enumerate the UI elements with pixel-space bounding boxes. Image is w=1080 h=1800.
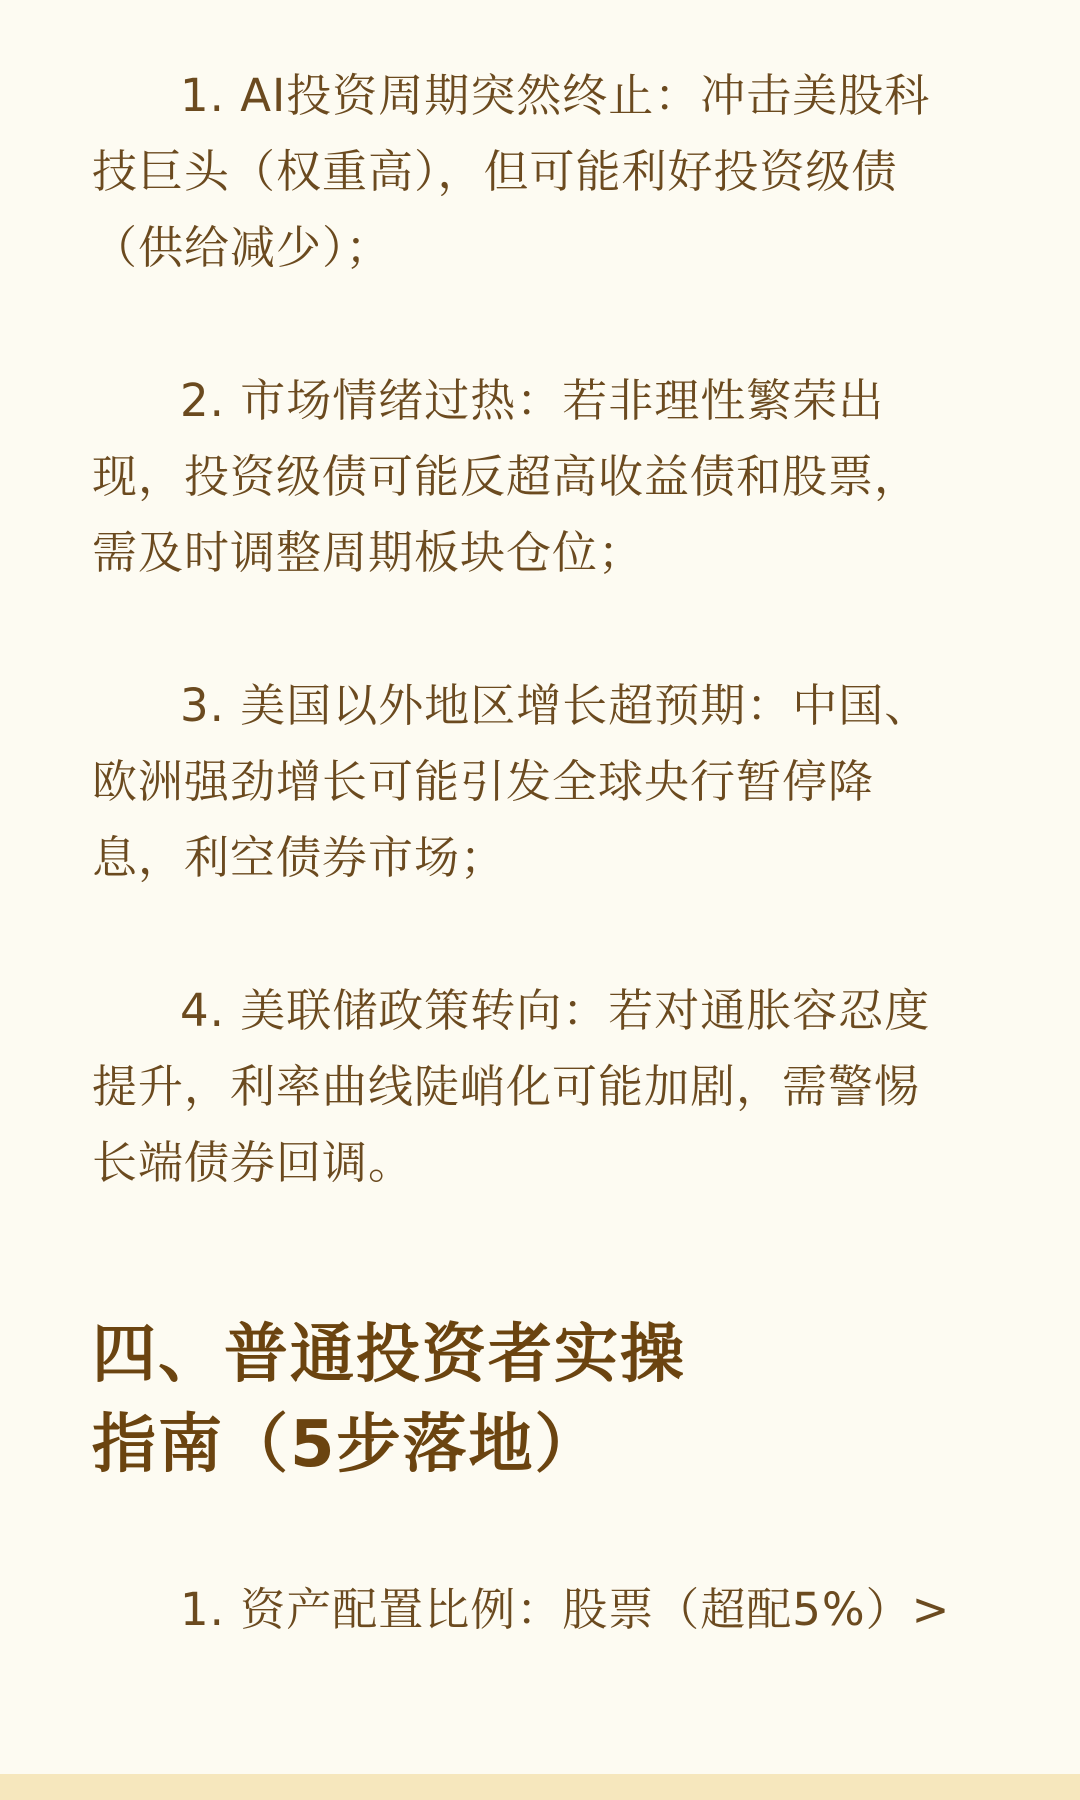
risk-item-line: 1. AI投资周期突然终止：冲击美股科 <box>180 69 931 122</box>
risk-item-ai-cycle <box>92 58 992 286</box>
risk-item-line: 提升，利率曲线陡峭化可能加剧，需警惕 <box>92 1060 921 1113</box>
risk-item-line: 需及时调整周期板块仓位； <box>92 526 645 579</box>
bottom-band <box>0 1774 1080 1800</box>
section-heading <box>92 1310 992 1490</box>
risk-item-line: 3. 美国以外地区增长超预期：中国、 <box>180 679 931 732</box>
risk-item-fed-policy <box>92 973 992 1201</box>
risk-item-market-sentiment <box>92 363 992 591</box>
risk-item-line: （供给减少）； <box>92 221 392 274</box>
risk-item-line: 现，投资级债可能反超高收益债和股票， <box>92 450 921 503</box>
risk-item-line: 4. 美联储政策转向：若对通胀容忍度 <box>180 984 931 1037</box>
guide-item-line: 1. 资产配置比例：股票（超配5%）> <box>180 1583 951 1636</box>
guide-item-asset-allocation <box>92 1572 992 1648</box>
section-heading-line: 指南（5步落地） <box>92 1408 601 1482</box>
risk-item-line: 欧洲强劲增长可能引发全球央行暂停降 <box>92 755 875 808</box>
risk-item-line: 2. 市场情绪过热：若非理性繁荣出 <box>180 374 885 427</box>
risk-item-line: 息，利空债券市场； <box>92 831 507 884</box>
risk-item-non-us-growth <box>92 668 992 896</box>
risk-item-line: 技巨头（权重高），但可能利好投资级债 <box>92 145 898 198</box>
risk-item-line: 长端债券回调。 <box>92 1136 415 1189</box>
section-heading-line: 四、普通投资者实操 <box>92 1318 686 1392</box>
